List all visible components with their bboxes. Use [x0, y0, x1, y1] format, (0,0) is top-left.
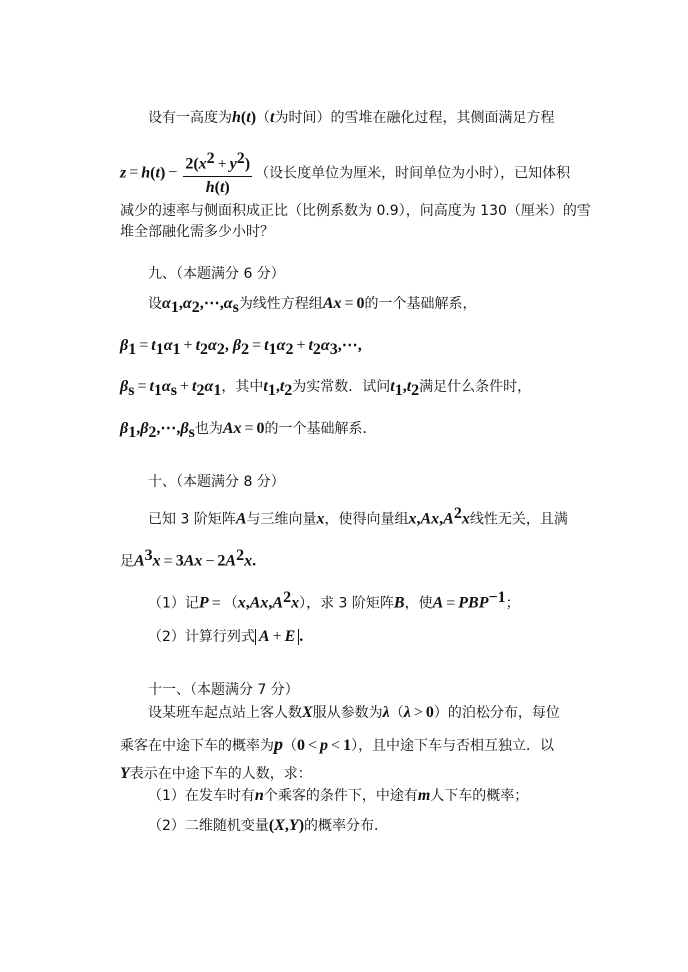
- q8-line1: 设有一高度为h(t)（t为时间）的雪堆在融化过程，其侧面满足方程: [148, 109, 555, 126]
- q11-line3: Y表示在中途下车的人数，求：: [120, 765, 312, 782]
- q11-heading: 十一、（本题满分 7 分）: [148, 682, 299, 698]
- q9-heading: 九、（本题满分 6 分）: [148, 266, 285, 282]
- q9-line3: $\beta_s = t_1\alpha_s + t_2\alpha_1$，其中$t_1,t_2$为实常数．试问$t_1,t_2$满足什么条件时，: [120, 378, 532, 399]
- q8-equation-line: z = h(t) − $\frac{2(x^2 + y^2)}{h(t)}$ （设长度单位为厘米，时间单位为小时），已知体积: [120, 150, 571, 196]
- q9-line4: $\beta_1,\beta_2,\cdots,\beta_s$也为Ax = 0的一个基础解系．: [120, 420, 377, 441]
- q11-line1: 设某班车起点站上客人数X服从参数为λ（λ > 0）的泊松分布，每位: [148, 704, 560, 721]
- fraction: $\frac{2(x^2 + y^2)}{h(t)}$: [185, 150, 251, 196]
- q10-heading: 十、（本题满分 8 分）: [148, 474, 285, 490]
- q9-line1: 设$\alpha_1,\alpha_2,\cdots,\alpha_s$为线性方程组Ax = 0的一个基础解系，: [148, 295, 477, 316]
- q10-part2: （2）计算行列式 A + E .: [148, 628, 304, 645]
- q8-line4: 堆全部融化需多少小时？: [120, 224, 274, 240]
- q11-part2: （2）二维随机变量(X,Y)的概率分布．: [148, 817, 389, 834]
- q11-part1: （1）在发车时有n个乘客的条件下，中途有m人下车的概率；: [148, 787, 529, 804]
- q8-line3: 减少的速率与侧面积成正比（比例系数为 0.9），问高度为 130（厘米）的雪: [120, 203, 591, 219]
- q10-line1: 已知 3 阶矩阵A与三维向量x，使得向量组$x,Ax,A^2x$线性无关，且满: [148, 505, 568, 528]
- q11-line2: 乘客在中途下车的概率为p（0 < p < 1），且中途下车与否相互独立．以: [120, 734, 555, 754]
- determinant: A + E: [255, 629, 299, 645]
- q10-line2: 足$A^3x = 3Ax - 2A^2x$.: [120, 547, 257, 570]
- q9-line2-betas: $\beta_1 = t_1\alpha_1 + t_2\alpha_2$, $\beta_2 = t_1\alpha_2$ + $t_2\alpha_3,\cdots$,: [120, 337, 362, 358]
- q10-part1: （1）记$P = (x,Ax,A^2x)$，求 3 阶矩阵B，使$A = PBP^{-1}$；: [148, 589, 520, 612]
